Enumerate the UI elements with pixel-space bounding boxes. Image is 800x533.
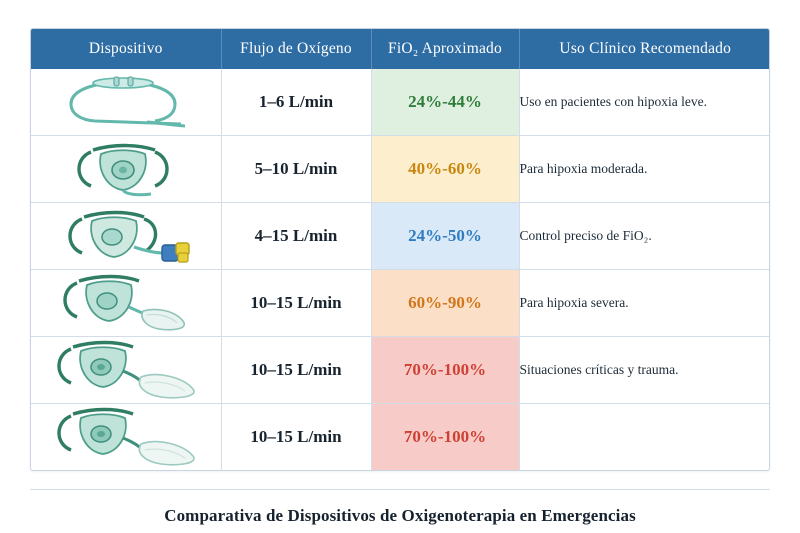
partial-rebreather-mask-icon bbox=[31, 270, 221, 336]
table-row bbox=[31, 337, 770, 404]
column-header-flow: Flujo de Oxígeno bbox=[221, 29, 371, 69]
flow-cell: 4–15 L/min bbox=[221, 203, 371, 270]
simple-oxygen-mask-icon bbox=[31, 136, 221, 202]
device-cell bbox=[31, 404, 221, 471]
column-header-fio2: FiO₂ Aproximado bbox=[371, 29, 519, 69]
comparison-table bbox=[31, 29, 770, 470]
table-row bbox=[31, 136, 770, 203]
table-row bbox=[31, 69, 770, 136]
table-header bbox=[31, 29, 770, 69]
device-cell bbox=[31, 136, 221, 203]
flow-cell: 10–15 L/min bbox=[221, 337, 371, 404]
fio2-cell: 24%-44% bbox=[371, 69, 519, 136]
fio2-cell: 24%-50% bbox=[371, 203, 519, 270]
column-header-use: Uso Clínico Recomendado bbox=[519, 29, 770, 69]
nasal-cannula-icon bbox=[31, 69, 221, 135]
flow-cell: 10–15 L/min bbox=[221, 404, 371, 471]
non-rebreather-mask-icon bbox=[31, 337, 221, 403]
table-row bbox=[31, 203, 770, 270]
flow-cell: 5–10 L/min bbox=[221, 136, 371, 203]
fio2-cell: 60%-90% bbox=[371, 270, 519, 337]
flow-cell: 1–6 L/min bbox=[221, 69, 371, 136]
use-cell: Uso en pacientes con hipoxia leve. bbox=[519, 93, 707, 109]
use-cell: Control preciso de FiO₂. bbox=[519, 203, 770, 270]
use-cell: Situaciones críticas y trauma. bbox=[519, 337, 770, 404]
flow-cell: 10–15 L/min bbox=[221, 270, 371, 337]
device-cell bbox=[31, 69, 221, 136]
device-cell bbox=[31, 203, 221, 270]
use-cell bbox=[519, 404, 770, 471]
fio2-cell: 40%-60% bbox=[371, 136, 519, 203]
non-rebreather-mask-reservoir-icon bbox=[31, 404, 221, 470]
fio2-cell: 70%-100% bbox=[371, 404, 519, 471]
footer bbox=[30, 489, 770, 526]
venturi-mask-icon bbox=[31, 203, 221, 269]
use-cell: Para hipoxia moderada. bbox=[519, 136, 770, 203]
column-header-device: Dispositivo bbox=[31, 29, 221, 69]
comparison-table-container bbox=[30, 28, 770, 471]
table-row bbox=[31, 270, 770, 337]
device-cell bbox=[31, 270, 221, 337]
fio2-cell: 70%-100% bbox=[371, 337, 519, 404]
table-header-row bbox=[31, 29, 770, 69]
table-row bbox=[31, 404, 770, 471]
device-cell bbox=[31, 337, 221, 404]
page-title: Comparativa de Dispositivos de Oxigenoterapia en Emergencias bbox=[164, 506, 636, 525]
table-body bbox=[31, 69, 770, 470]
use-cell: Para hipoxia severa. bbox=[519, 270, 770, 337]
